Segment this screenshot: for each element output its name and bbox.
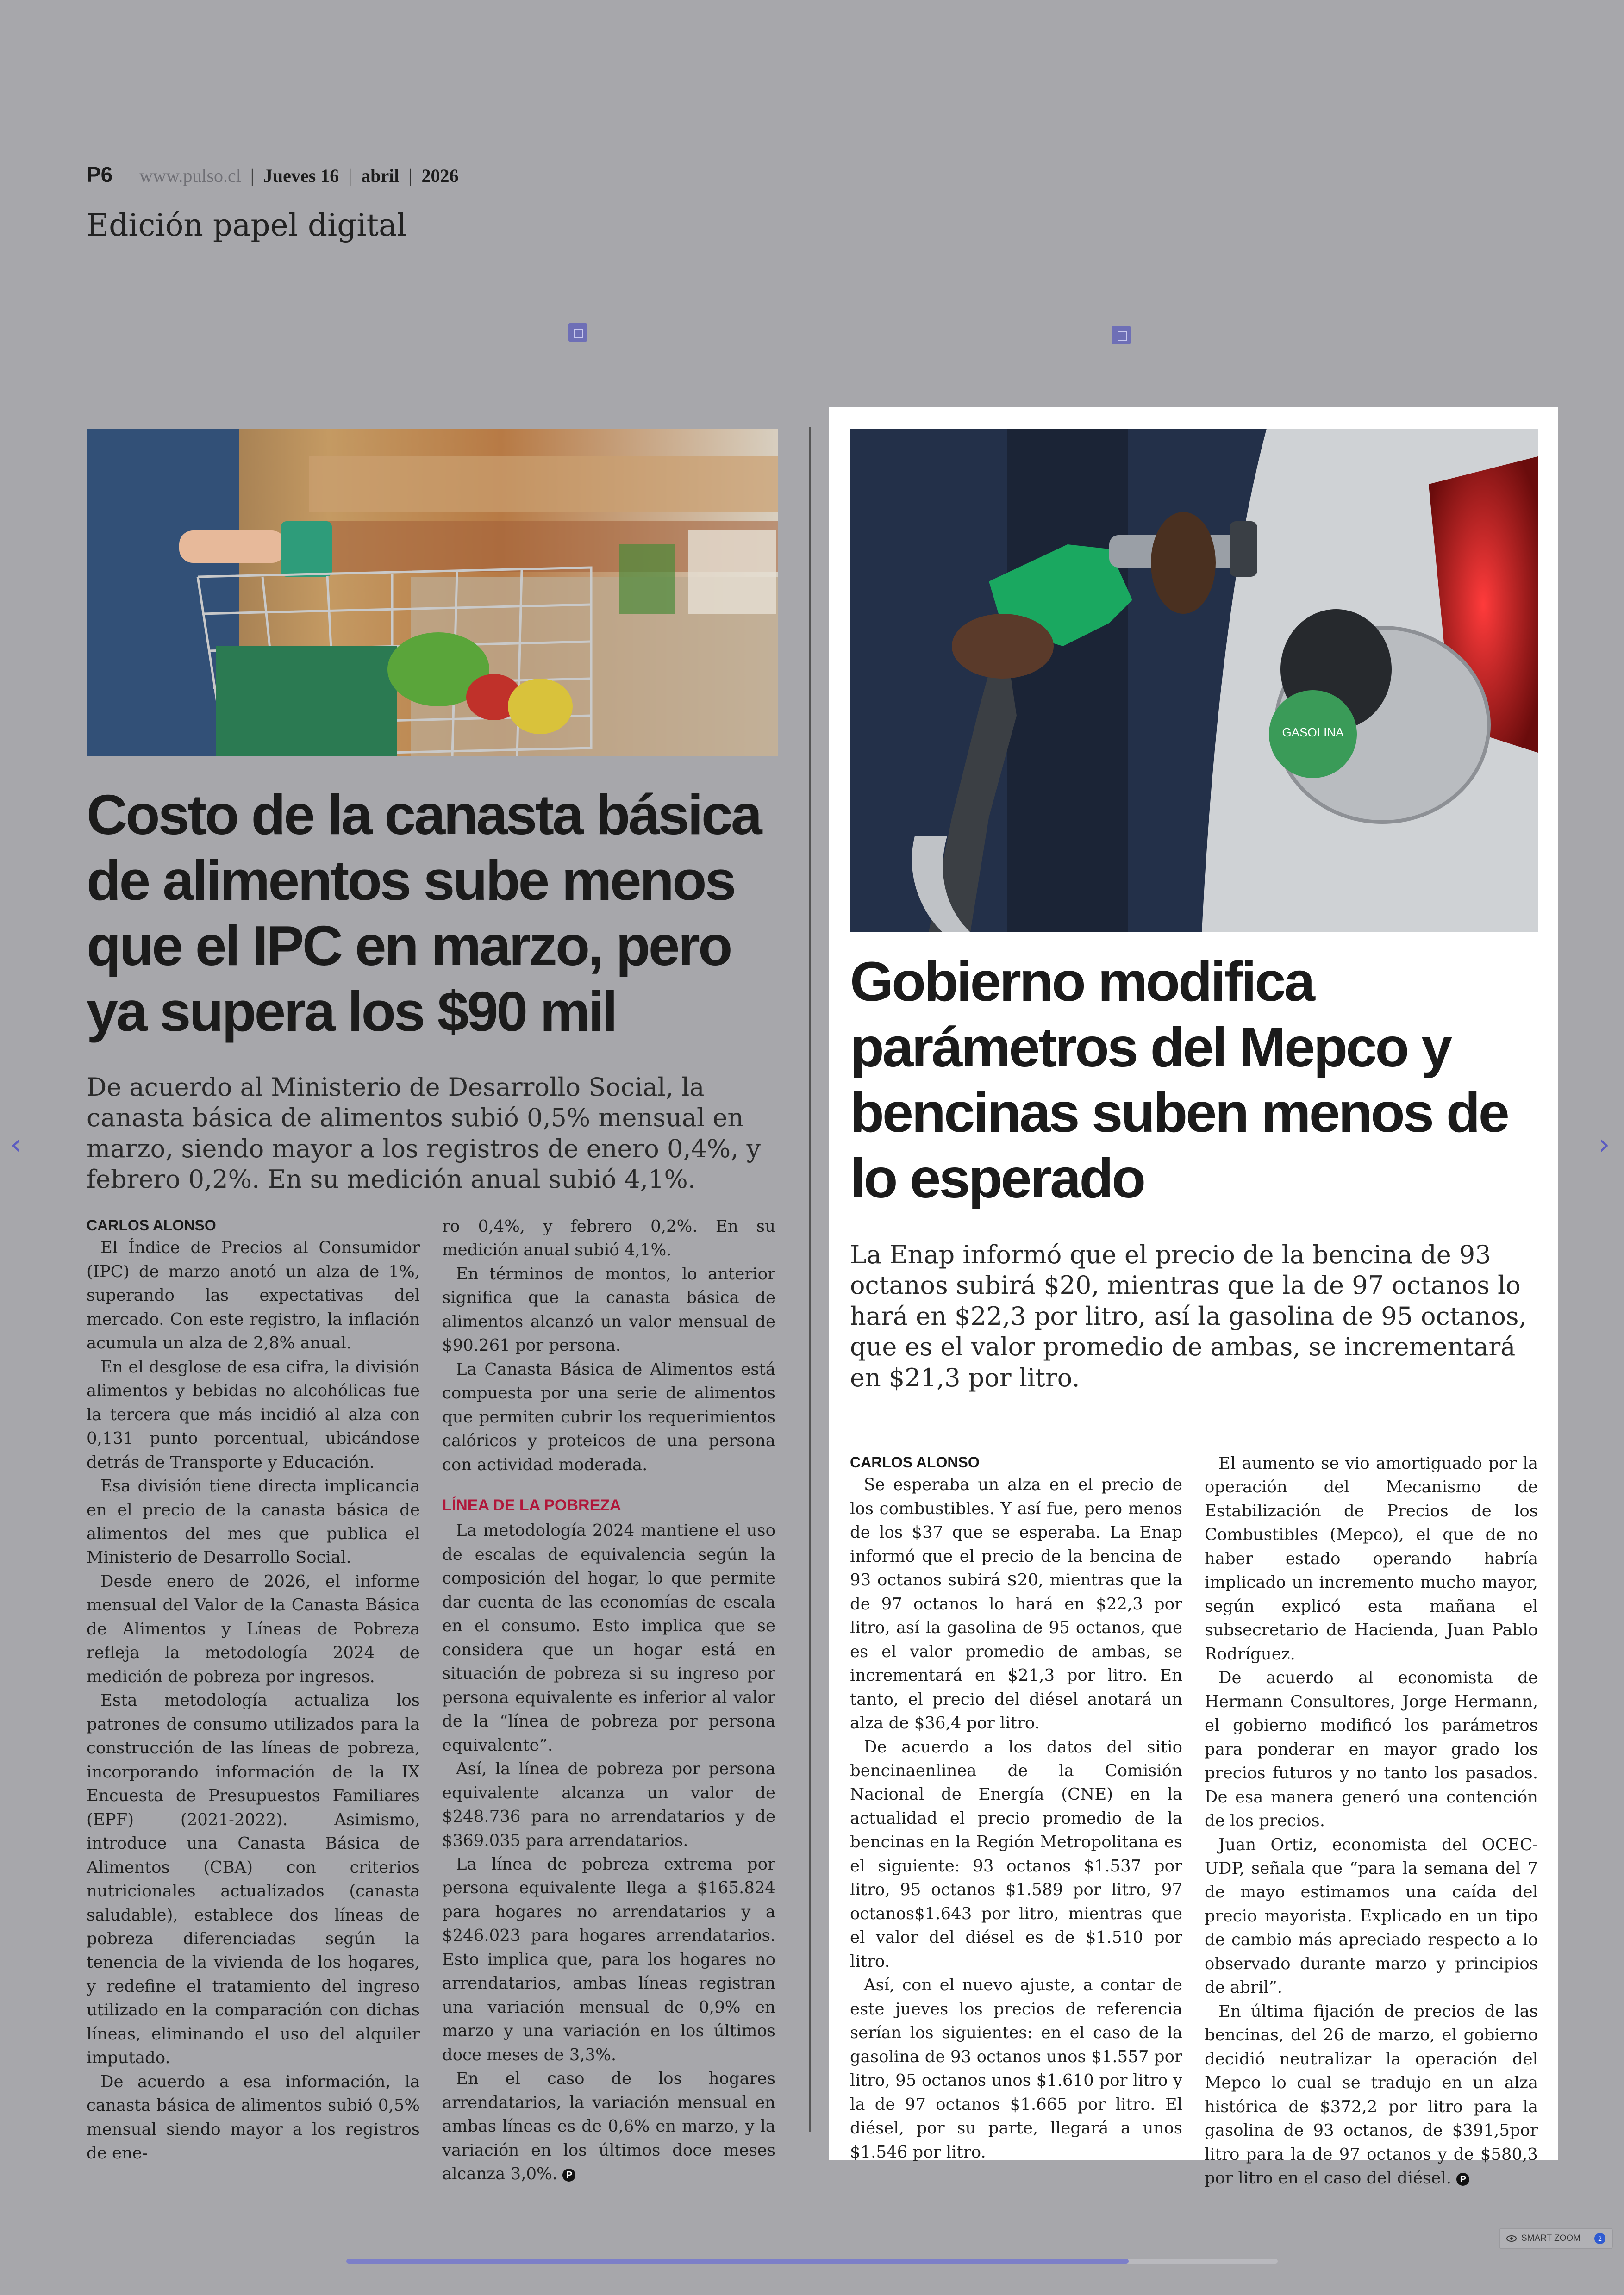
paragraph: De acuerdo al economista de Hermann Consultores, Jorge Hermann, el gobierno modificó los parámetros para ponderar en mayor grado los precios futuros y no tanto los pasados. De esa manera generó una contención de los precios.	[1205, 1668, 1538, 1831]
smart-zoom-label: SMART ZOOM	[1521, 2233, 1581, 2243]
paragraph: ro 0,4%, y febrero 0,2%. En su medición anual subió 4,1%.	[442, 1217, 775, 1260]
headline-left: Costo de la canasta básica de alimentos sube menos que el IPC en marzo, pero ya supera los $90 mil	[87, 783, 761, 1043]
byline: CARLOS ALONSO	[87, 1217, 216, 1234]
article-left-column-1	[87, 1215, 420, 2165]
header-separator: |	[408, 165, 412, 186]
paragraph: La Canasta Básica de Alimentos está compuesta por una serie de alimentos que permiten cubrir los requerimientos calóricos y proteicos de una persona con actividad moderada.	[442, 1360, 775, 1474]
page-number: P6	[87, 162, 113, 187]
paragraph: La línea de pobreza extrema por persona equivalente llega a $165.824 para hogares no arrendatarios y a $246.023 para hogares arrendatarios. Esto implica que, para los hogares no arrendatarios, ambas líneas registran una variación mensual de 0,9% en marzo y una variación en los últimos doce meses de 3,3%.	[442, 1855, 775, 2064]
edition-label: Edición papel digital	[87, 207, 407, 243]
paragraph: La metodología 2024 mantiene el uso de escalas de equivalencia según la composición del hogar, lo que permite dar cuenta de las economías de escala en el consumo. Esto implica que se considera que un hogar está en situación de pobreza si su ingreso por persona equivalente es inferior al valor de la “línea de pobreza por persona equivalente”.	[442, 1521, 775, 1755]
paragraph: En el desglose de esa cifra, la división alimentos y bebidas no alcohólicas fue la tercera que más incidió al alza con 0,131 punto porcentual, ubicándose detrás de Transporte y Educación.	[87, 1357, 420, 1472]
dek-left: De acuerdo al Ministerio de Desarrollo Social, la canasta básica de alimentos subió 0,5% mensual en marzo, siendo mayor a los registros de enero 0,4%, y febrero 0,2%. En su medición anual subió 4,1%.	[87, 1073, 761, 1194]
paragraph: De acuerdo a los datos del sitio bencinaenlinea de la Comisión Nacional de Energía (CNE) en la actualidad el precio promedio de la bencinas en la Región Metropolitana es el siguiente: 93 octanos $1.537 por litro, 95 octanos $1.589 por litro, 97 octanos$1.643 por litro, mientras que el valor del diésel es de $1.510 por litro.	[850, 1737, 1182, 1971]
chevron-left-icon[interactable]: ‹	[10, 1128, 22, 1162]
paragraph: En términos de montos, lo anterior significa que la canasta básica de alimentos alcanzó un valor mensual de $90.261 por persona.	[442, 1264, 775, 1355]
paragraph: Desde enero de 2026, el informe mensual del Valor de la Canasta Básica de Alimentos y Líneas de Pobreza refleja la metodología 2024 de medición de pobreza por ingresos.	[87, 1572, 420, 1686]
site-url[interactable]: www.pulso.cl	[139, 165, 241, 186]
header-weekday-day: Jueves 16	[263, 165, 339, 186]
article-right-column-2	[1205, 1452, 1538, 2190]
byline: CARLOS ALONSO	[850, 1454, 980, 1471]
chevron-right-icon[interactable]: ›	[1598, 1128, 1610, 1162]
paragraph: Se esperaba un alza en el precio de los combustibles. Y así fue, pero menos de los $37 que se esperaba. La Enap informó que el precio de la bencina de 93 octanos subirá $20, mientras que la de 97 octanos lo hará en $22,3 por litro, así la gasolina de 95 octanos, que es el valor promedio de ambas, se incrementará en $21,3 por litro. En tanto, el precio del diésel anotará un alza de $36,4 por litro.	[850, 1475, 1182, 1733]
end-of-article-icon: P	[1456, 2173, 1469, 2186]
end-of-article-icon: P	[562, 2169, 575, 2182]
paragraph-last	[442, 2067, 775, 2186]
paragraph: Esta metodología actualiza los patrones de consumo utilizados para la construcción de las líneas de pobreza, incorporando información de la IX Encuesta de Presupuestos Familiares (EPF) (2021-2022). Asimismo, introduce una Canasta Básica de Alimentos (CBA) con criterios nutricionales actualizados (canasta saludable), establece dos líneas de pobreza diferenciadas según la tenencia de la vivienda de los hogares, y redefine el tratamiento del ingreso utilizado en la comparación con dichas líneas, eliminando el uso del alquiler imputado.	[87, 1691, 420, 2068]
shopping-cart-photo	[87, 429, 778, 756]
page-scrollbar-thumb[interactable]	[346, 2259, 1129, 2264]
paragraph: Juan Ortiz, economista del OCEC-UDP, señala que “para la semana del 7 de mayo estimamos una caída del precio mayorista. Explicado en un tipo de cambio más apreciado respecto a lo observado durante marzo y principios de abril”.	[1205, 1835, 1538, 1997]
smart-zoom-button[interactable]	[1499, 2228, 1613, 2249]
paragraph-text: En el caso de los hogares arrendatarios, la variación mensual en ambas líneas es de 0,6% en marzo, y la variación en los últimos doce meses alcanza 3,0%.	[442, 2069, 775, 2184]
fuel-cap-label: GASOLINA	[1282, 725, 1344, 739]
article-right-column-1	[850, 1452, 1182, 2164]
column-divider	[809, 427, 811, 2132]
fuel-pump-photo	[850, 429, 1538, 932]
header-month: abril	[361, 165, 400, 186]
paragraph-text: En última fijación de precios de las bencinas, del 26 de marzo, el gobierno decidió neutralizar la operación del Mepco lo cual se tradujo en un alza histórica de $372,2 por litro para la gasolina de 93 octanos, de $391,5por litro para la de 97 octanos y de $580,3 por litro en el caso del diésel.	[1205, 2002, 1538, 2188]
paragraph: El Índice de Precios al Consumidor (IPC) de marzo anotó un alza de 1%, superando las expectativas del mercado. Con este registro, la inflación acumula un alza de 2,8% anual.	[87, 1238, 420, 1353]
paragraph: Así, con el nuevo ajuste, a contar de este jueves los precios de referencia serían los siguientes: en el caso de la gasolina de 93 octanos unos $1.557 por litro, 95 octanos unos $1.610 por litro y la de 97 octanos $1.665 por litro. El diésel, por su parte, llegará a unos $1.546 por litro.	[850, 1976, 1182, 2162]
article-left-column-2	[442, 1215, 775, 2186]
article-hotspot-marker[interactable]	[1112, 326, 1131, 344]
paragraph-last	[1205, 2000, 1538, 2190]
eye-icon	[1506, 2235, 1517, 2242]
header-separator: |	[348, 165, 352, 186]
section-subhead: LÍNEA DE LA POBREZA	[442, 1497, 621, 1515]
paragraph: Esa división tiene directa implicancia en el precio de la canasta básica de alimentos del mes que publica el Ministerio de Desarrollo Social.	[87, 1477, 420, 1567]
dek-right: La Enap informó que el precio de la bencina de 93 octanos subirá $20, mientras que la de 97 octanos lo hará en $22,3 por litro, así la gasolina de 95 octanos, que es el valor promedio de ambas, se incrementará en $21,3 por litro.	[850, 1240, 1527, 1392]
paragraph: Así, la línea de pobreza por persona equivalente alcanza un valor de $248.736 para no arrendatarios y de $369.035 para arrendatarios.	[442, 1759, 775, 1850]
header-year: 2026	[421, 165, 459, 186]
article-hotspot-marker[interactable]	[568, 323, 587, 342]
paragraph: De acuerdo a esa información, la canasta básica de alimentos subió 0,5% mensual siendo mayor a los registros de ene-	[87, 2072, 420, 2163]
paragraph: El aumento se vio amortiguado por la operación del Mecanismo de Estabilización de Precios de los Combustibles (Mepco), el que de no haber estado operando habría implicado un incremento mucho mayor, según explicó esta mañana el subsecretario de Hacienda, Juan Pablo Rodríguez.	[1205, 1454, 1538, 1664]
page-header	[87, 162, 458, 187]
header-separator: |	[250, 165, 254, 186]
headline-right: Gobierno modifica parámetros del Mepco y bencinas suben menos de lo esperado	[850, 950, 1508, 1210]
smart-zoom-count-badge: 2	[1594, 2233, 1605, 2244]
